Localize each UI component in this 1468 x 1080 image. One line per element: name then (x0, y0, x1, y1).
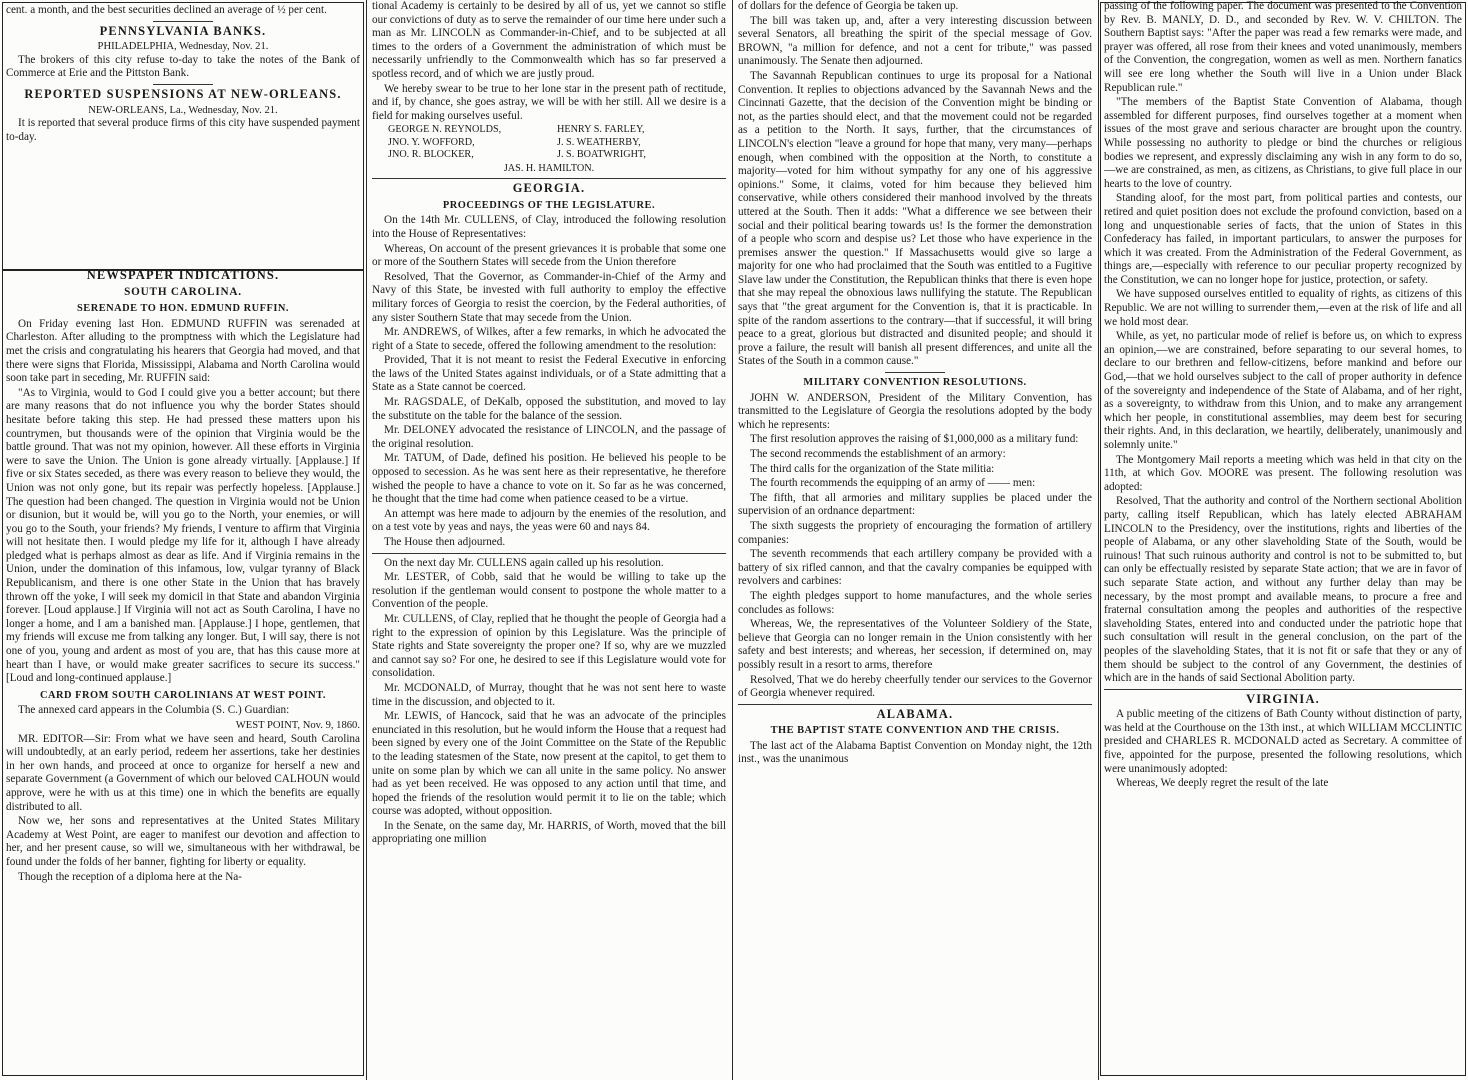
heading-card-west-point: CARD FROM SOUTH CAROLINIANS AT WEST POINT. (40, 689, 326, 701)
paragraph: Standing aloof, for the most part, from political parties and contests, our retired and quiet position does not exclude the profound conviction, based on a long and unquestionable series of facts, that the union of States in this Confederacy has failed, in important particulars, to answer the purposes for which it was created. From the Administration of the Federal Government, as things are,—especially with reference to our peculiar property recognized by the Constitution, we can no longer hope for justice, protection, or safety. (1104, 192, 1462, 286)
divider (153, 21, 213, 22)
paragraph: Mr. CULLENS, of Clay, replied that he thought the people of Georgia had a right to the expression of opinion by this Legislature. Was the principle of State rights and State sovereignty the proper one? If so, why are we muzzled and cannot say so? For one, he desired to see if this Legislature would vote for consolidation. (372, 612, 726, 680)
paragraph-bath-county: A public meeting of the citizens of Bath County without distinction of party, was held at the Courthouse on the 13th inst., at which WILLIAM MCCLINTIC presided and CHARLES R. MCDONALD acted as Secretary. A committee of five, appointed for the purpose, presented the following resolutions, which were unanimously adopted: (1104, 708, 1462, 775)
market-report-tail: cent. a month, and the best securities declined an average of ½ per cent. (6, 4, 327, 16)
divider (372, 178, 726, 179)
divider (153, 84, 213, 85)
paragraph: The second recommends the establishment of an armory: (750, 448, 1006, 460)
column-rule (366, 0, 367, 1080)
heading-newspaper-indications: NEWSPAPER INDICATIONS. (86, 268, 280, 282)
paragraph-serenade: On Friday evening last Hon. EDMUND RUFFIN was serenaded at Charleston. After alluding to the promptness with which the Legislature had met the crisis and congratulating his hearers that Georgia had moved, and that there were signs that Florida, Mississippi, Alabama and North Carolina would soon take part in seceding, Mr. RUFFIN said: (6, 317, 360, 385)
heading-legislature: PROCEEDINGS OF THE LEGISLATURE. (442, 199, 656, 211)
paragraph: Resolved, That the Governor, as Commander-in-Chief of the Army and Navy of this State, be invested with full authority to employ the effective military forces of Georgia to resist the coercion, by the Federal authorities, of any sister Southern State that may secede from the Union. (372, 270, 726, 324)
paragraph: On the 14th Mr. CULLENS, of Clay, introduced the following resolution into the House of Representatives: (372, 214, 726, 240)
divider (1104, 689, 1462, 690)
paragraph: Mr. MCDONALD, of Murray, thought that he was not sent here to waste time in the discussion, and objected to it. (372, 681, 726, 708)
paragraph: passing of the following paper. The document was presented to the Convention by Rev. B. MANLY, D. D., and seconded by Rev. W. V. CHILTON. The Southern Baptist says: "After the paper was read a few remarks were made, and prayer was offered, all rose from their knees and voted unanimously, members of the Convention, the congregation, women as well as men. Northern fanatics will see ere long whether the South will live in a Union under Black Republican rule." (1104, 0, 1462, 94)
paragraph-savannah-republican: The Savannah Republican continues to urge its proposal for a National Convention. It replies to objections advanced by the Savannah News and the Cincinnati Gazette, that the decision of the Convention might be binding or not, as the parties should elect, and that the movement could not be regarded as a petition to the North. It says, further, that the circumstances of LINCOLN's election "leave a ground for hope that many, very many—perhaps enough, when combined with the opposition at the North, to constitute a majority—voted for him without sympathy for any one of his aggressive opinions." Some, it claims, voted for him because they believed him conservative, while others considered their manhood involved by the threats uttered at the South. Then it adds: "What a difference we see between their social and their political bearing towards us! Is the former the demonstration of a people who scorn and despise us? Let those who have experience in the premises answer the question." If Massachusetts would give so large a majority for one who had proclaimed that the South was entitled to a Fugitive Slave law under the Constitution, the Republican thinks that there is even hope that she may repeal the obnoxious laws nullifying the statute. The Republican says that "the great argument for the Convention is, that it is practicable. In spite of the random assertions to the contrary—that if successful, it will bring peace to a great, glorious but distracted and disunited people; and should it prove a failure, the result will banish all present differences, and unite all the States of the South in a common cause." (738, 69, 1092, 368)
paragraph: An attempt was here made to adjourn by the enemies of the resolution, and on a test vote by yeas and nays, the yeas were 60 and nays 84. (372, 507, 726, 534)
paragraph: We have supposed ourselves entitled to equality of rights, as citizens of this Republic. We are not willing to surrender them,—even at the risk of life and all we hold most dear. (1104, 288, 1462, 328)
paragraph: The bill was taken up, and, after a very interesting discussion between several Senators, all breathing the spirit of the special message of Gov. BROWN, "a million for defence, and not a cent for tribute," was passed unanimously. The Senate then adjourned. (738, 14, 1092, 68)
paragraph-card-cadets: Now we, her sons and representatives at the United States Military Academy at West Point, are eager to manifest our devotion and affection to her, and her present cause, so will we, simultaneous with her withdrawal, be found under the folds of her banner, fighting for liberty or equality. (6, 815, 360, 868)
paragraph-card-continued: tional Academy is certainly to be desired by all of us, yet we cannot so stifle our convictions of duty as to serve the remainder of our time here under such a man as Mr. LINCOLN as Commander-in-Chief, and to be subjected at all times to the orders of a Government the administration of which must be necessarily unfriendly to the Commonwealth which has so far preserved a spotless record, and of which we are justly proud. (372, 0, 726, 80)
signature: JNO. Y. WOFFORD, (388, 136, 475, 148)
paragraph-card-intro: The annexed card appears in the Columbia (S. C.) Guardian: (18, 704, 290, 717)
paragraph: The sixth suggests the propriety of encouraging the formation of artillery companies: (738, 519, 1092, 546)
column-4 (1104, 0, 1462, 1080)
dateline-philadelphia: PHILADELPHIA, Wednesday, Nov. 21. (97, 41, 269, 53)
heading-baptist-convention: THE BAPTIST STATE CONVENTION AND THE CRISIS. (770, 725, 1060, 737)
paragraph: The seventh recommends that each artillery company be provided with a battery of six rifled cannon, and that the cavalry companies be equipped with revolvers and carbines: (738, 548, 1092, 588)
divider (738, 704, 1092, 705)
paragraph-card-letter: MR. EDITOR—Sir: From what we have seen and heard, South Carolina will undoubtedly, at an early period, redeem her assertions, take her destinies in her own hands, and proceed at once to organize for herself a new and separate Government (a Government of which our beloved CALHOUN would approve, were he with us at this time) one in which the benefits are equally distributed to all. (6, 732, 360, 813)
paragraph: The first resolution approves the raising of $1,000,000 as a military fund: (750, 433, 1079, 446)
paragraph: The third calls for the organization of the State militia: (750, 462, 995, 475)
paragraph: Mr. LESTER, of Cobb, said that he would be willing to take up the resolution if the gentleman would consent to postpone the whole matter to a Convention of the people. (372, 571, 726, 611)
signatures (372, 124, 726, 161)
paragraph: "The members of the Baptist State Convention of Alabama, though assembled for different purposes, find ourselves together at a moment when issues of the most grave and serious character are brought upon the country. While possessing no authority to pledge or bind the churches or religious bodies we represent, and expressly disclaiming any wish in any form to do so,—we are constrained, as men, as citizens, as Christians, to give full place in our hearts to the love of country. (1104, 96, 1462, 190)
column-1-main (6, 266, 360, 1080)
column-1-top (6, 4, 360, 266)
column-rule (732, 0, 733, 1080)
paragraph: Mr. ANDREWS, of Wilkes, after a few remarks, in which he advocated the right of a State to secede, offered the following amendment to the resolution: (372, 326, 726, 352)
paragraph: The eighth pledges support to home manufactures, and the whole series concludes as follows: (738, 589, 1092, 616)
paragraph: Mr. LEWIS, of Hancock, said that he was an advocate of the principles enunciated in this resolution, but he would inform the House that a request had been signed by every one of the Joint Committee on the State of the Republic to the leading statesmen of the State, now present at the capitol, to get them to unite on some plan by which we can all unite in the same policy. No answer had as yet been received. He was opposed to any action until that time, and hoped the friends of the resolution would permit it to lie on the table; which course was adopted, without opposition. (372, 710, 726, 818)
paragraph: Whereas, On account of the present grievances it is probable that some one or more of the Southern States will secede from the Union therefore (372, 242, 726, 269)
paragraph: Mr. DELONEY advocated the resistance of LINCOLN, and the passage of the original resolution. (372, 424, 726, 450)
divider (372, 553, 726, 554)
signature: J. S. BOATWRIGHT, (557, 149, 646, 161)
paragraph: On the next day Mr. CULLENS again called up his resolution. (384, 556, 664, 569)
column-rule (1098, 0, 1099, 1080)
column-2 (372, 0, 726, 1080)
heading-serenade: SERENADE TO HON. EDMUND RUFFIN. (77, 303, 289, 315)
paragraph-ruffin-speech: "As to Virginia, would to God I could give you a better account; but there are many reasons that do not influence you why the border States should hesitate before taking this step. He had pressed these matters upon his countrymen, but thousands were of the opinion that Virginia would be the battle ground. That was not my opinion, however. All these efforts in Virginia were to save the Union. The Union is gone already virtually. [Applause.] If five or six States seceded, as there was every reason to believe they would, the Union was not only gone, but its repair was perfectly hopeless. [Applause.] The question had been changed. The question in Virginia would not be Union or disunion, but it would be, will you go to the North, your enemies, or will you go to the South, your friends? My friends, I venture to affirm that Virginia will not hesitate then. I would pledge my life for it, although I have already pledged what is perhaps almost as dear as life. And if Virginia remains in the Union, under the domination of this infamous, low, vulgar tyranny of Black Republicanism, and there is one other State in the Union that has bravely thrown off the yoke, I will seek my domicil in that State and abandon Virginia forever. [Loud applause.] If Virginia will not act as South Carolina, I have no longer a home, and I am a banished man. [Applause.] I hope, gentlemen, that my friends will excuse me from talking any longer. But, I will say, there is not one of you, young and ardent as most of you are, that has this cause more at heart than I have, or would make greater sacrifices to secure its success." [Loud and long-continued applause.] (6, 386, 360, 685)
paragraph: Whereas, We deeply regret the result of the late (1116, 777, 1329, 790)
paragraph: of dollars for the defence of Georgia be taken up. (738, 0, 959, 12)
heading-south-carolina: SOUTH CAROLINA. (124, 285, 242, 298)
paragraph: Mr. RAGSDALE, of DeKalb, opposed the substitution, and moved to lay the substitute on the table for the balance of the session. (372, 396, 726, 422)
heading-suspensions: REPORTED SUSPENSIONS AT NEW-ORLEANS. (24, 86, 342, 101)
paragraph: Provided, That it is not meant to resist the Federal Executive in enforcing the laws of the United States against individuals, or of a State admitting that a State as a State cannot be coerced. (372, 354, 726, 394)
paragraph-montgomery-mail: The Montgomery Mail reports a meeting which was held in that city on the 11th, at which Gov. MOORE was present. The following resolution was adopted: (1104, 453, 1462, 493)
heading-georgia: GEORGIA. (512, 181, 586, 196)
signature: JNO. R. BLOCKER, (388, 149, 474, 161)
signature: HENRY S. FARLEY, (557, 124, 645, 136)
paragraph-banks: The brokers of this city refuse to-day to take the notes of the Bank of Commerce at Erie and the Pittston Bank. (6, 53, 360, 80)
column-3 (738, 0, 1092, 1080)
signature: J. S. WEATHERBY, (557, 136, 641, 148)
paragraph: While, as yet, no particular mode of relief is before us, on which to express an opinion,—we are constrained, before separating to our several homes, to declare to our brethren and fellow-citizens, before mankind and before our God,—that we hold ourselves subject to the call of proper authority in defence of the sovereignty and independence of the State of Alabama, and of her right, as a sovereignty, to withdraw from this Union, and to make any arrangement which her people, in constitutional assemblies, may deem best for securing their rights. And, in this declaration, we heartily, deliberately, unanimously and solemnly unite." (1104, 330, 1462, 451)
dateline-west-point: WEST POINT, Nov. 9, 1860. (235, 720, 360, 731)
heading-pennsylvania-banks: PENNSYLVANIA BANKS. (99, 23, 267, 38)
heading-military-convention: MILITARY CONVENTION RESOLUTIONS. (803, 377, 1027, 389)
heading-alabama: ALABAMA. (876, 706, 954, 721)
divider (885, 372, 945, 373)
paragraph-card-oath: We hereby swear to be true to her lone star in the present path of rectitude, and if, by chance, she goes astray, we will be with her still. All we desire is a field for making ourselves useful. (372, 82, 726, 122)
paragraph-resolution: Resolved, That the authority and control of the Northern sectional Abolition party, calling itself Republican, which has lately elected ABRAHAM LINCOLN to the Presidency, over the institutions, rights and liberties of the people of Alabama, or any other slaveholding State of the South, would be ruinous! That such ruinous authority and control is not to be submitted to, but can only be effectually resisted by separate State action; that we are in favor of such separate State action, and without any further delay than may be necessary, by the most prompt and available means, to procure a free and fraternal consultation among the peoples and authorities of the respective slaveholding States, entered into and conducted under the patriotic hope that such consultation will result in the general conclusion, on the part of the peoples of the slaveholding States, that it is not fit or safe that they or any of them should be subject to the control of any Government, the destinies of which are in the hands of said Sectional Abolition party. (1104, 495, 1462, 685)
paragraph: The fourth recommends the equipping of an army of —— men: (750, 477, 1036, 490)
signature: JAS. H. HAMILTON. (503, 162, 595, 174)
paragraph: Mr. TATUM, of Dade, defined his position. He believed his people to be opposed to secession. As he was sent here as their representative, he therefore wished the people to have a chance to vote on it. So far as he was concerned, he thought that the time had come when patience ceased to be a virtue. (372, 452, 726, 506)
paragraph: Resolved, That we do hereby cheerfully tender our services to the Governor of Georgia whenever required. (738, 673, 1092, 700)
paragraph: In the Senate, on the same day, Mr. HARRIS, of Worth, moved that the bill appropriating one million (372, 819, 726, 846)
paragraph: The fifth, that all armories and military supplies be placed under the supervision of an ordnance department: (738, 491, 1092, 518)
paragraph: Whereas, We, the representatives of the Volunteer Soldiery of the State, believe that Georgia can no longer remain in the Union consistently with her safety and best interests; and whereas, her secession, if determined on, may possibly result in a resort to arms, therefore (738, 618, 1092, 671)
signature: GEORGE N. REYNOLDS, (388, 124, 502, 136)
paragraph-card-diploma: Though the reception of a diploma here at the Na- (18, 870, 242, 883)
paragraph: JOHN W. ANDERSON, President of the Military Convention, has transmitted to the Legislature of Georgia the resolutions adopted by the body which he represents: (738, 391, 1092, 431)
dateline-new-orleans: NEW-ORLEANS, La., Wednesday, Nov. 21. (88, 104, 278, 116)
paragraph-suspensions: It is reported that several produce firms of this city have suspended payment to-day. (6, 117, 360, 143)
heading-virginia: VIRGINIA. (1246, 691, 1320, 706)
paragraph: The last act of the Alabama Baptist Convention on Monday night, the 12th inst., was the unanimous (738, 739, 1092, 766)
paragraph: The House then adjourned. (384, 536, 506, 548)
